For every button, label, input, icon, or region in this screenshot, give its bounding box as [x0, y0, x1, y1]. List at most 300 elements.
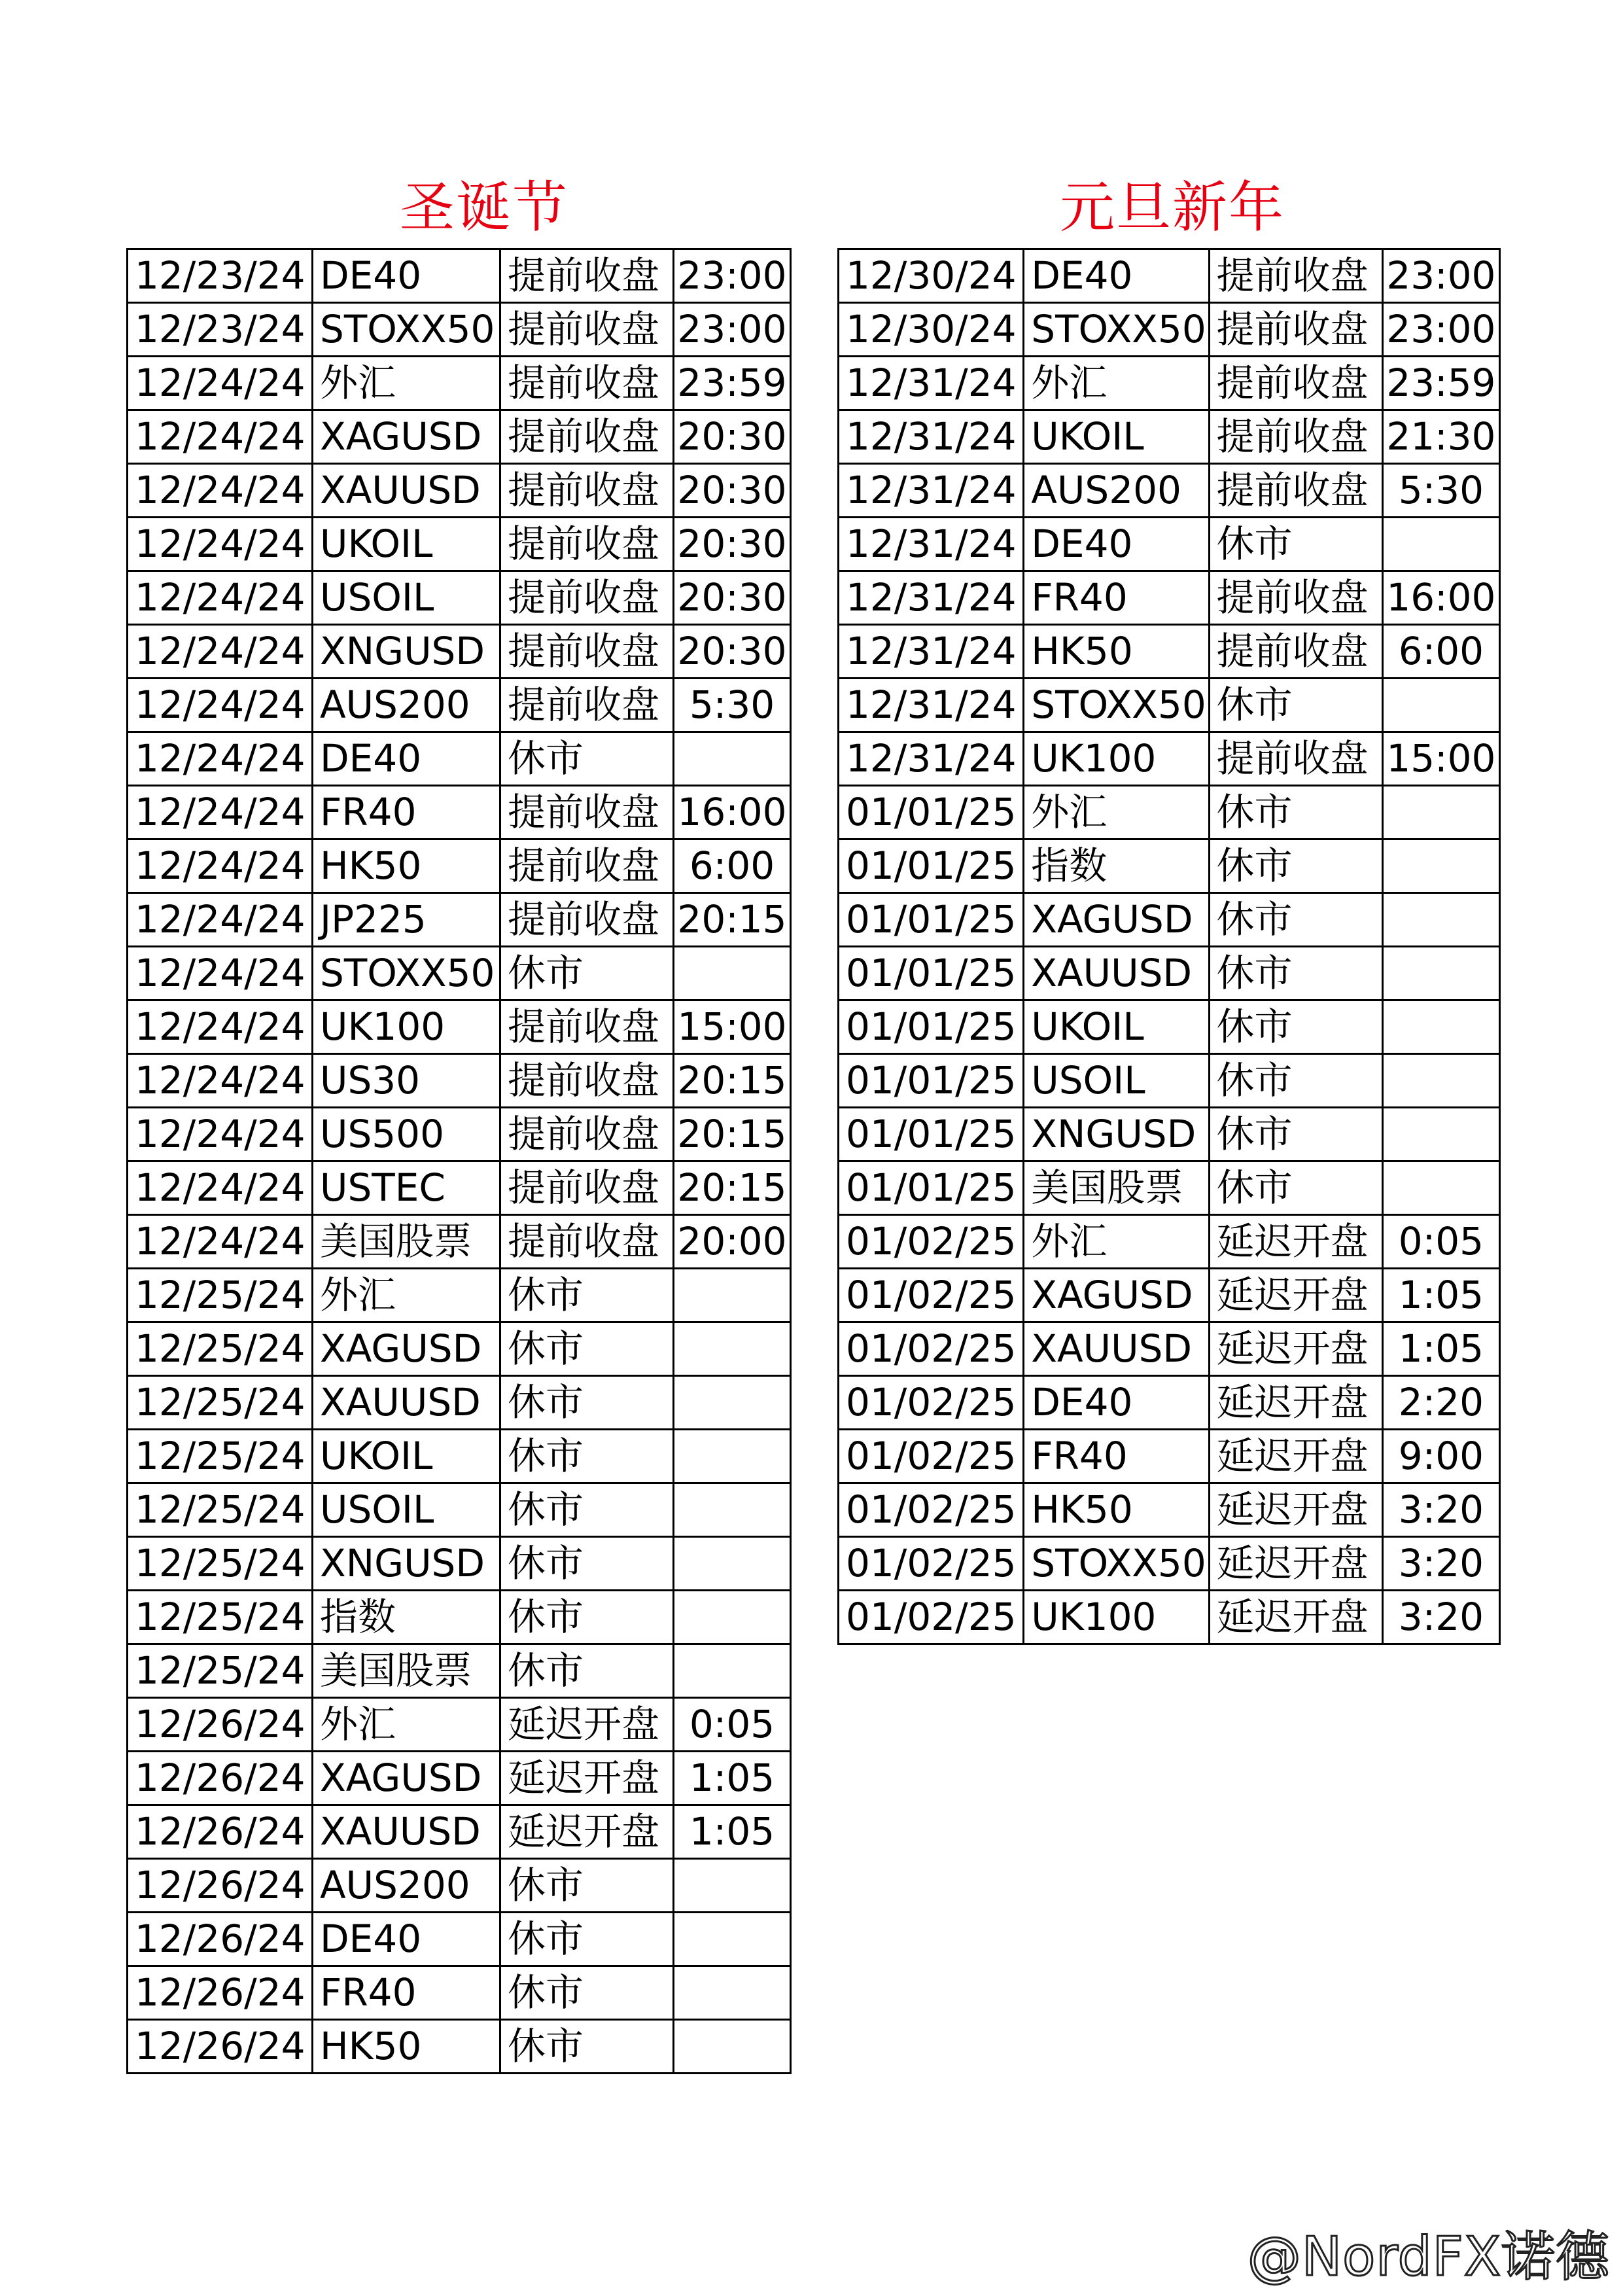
date-cell: 12/24/24	[128, 464, 313, 518]
date-cell: 12/25/24	[128, 1322, 313, 1376]
time-cell	[674, 732, 791, 786]
status-cell: 延迟开盘	[1209, 1483, 1382, 1537]
date-cell: 01/02/25	[839, 1430, 1024, 1483]
time-cell	[1382, 679, 1499, 732]
date-cell: 12/24/24	[128, 1000, 313, 1054]
symbol-cell: UKOIL	[1024, 1000, 1209, 1054]
symbol-cell: 外汇	[313, 1269, 500, 1322]
date-cell: 01/01/25	[839, 1054, 1024, 1108]
time-cell	[1382, 1108, 1499, 1161]
table-row	[128, 1966, 791, 2020]
symbol-cell: UK100	[1024, 1591, 1209, 1644]
time-cell: 23:00	[674, 303, 791, 357]
table-row	[128, 1591, 791, 1644]
symbol-cell: FR40	[1024, 571, 1209, 625]
status-cell: 延迟开盘	[1209, 1430, 1382, 1483]
status-cell: 提前收盘	[1209, 303, 1382, 357]
status-cell: 提前收盘	[500, 625, 674, 679]
status-cell: 延迟开盘	[1209, 1215, 1382, 1269]
date-cell: 12/24/24	[128, 786, 313, 839]
symbol-cell: STOXX50	[313, 947, 500, 1000]
status-cell: 休市	[500, 1591, 674, 1644]
status-cell: 提前收盘	[500, 357, 674, 410]
table-row	[128, 303, 791, 357]
time-cell: 6:00	[674, 839, 791, 893]
date-cell: 01/01/25	[839, 839, 1024, 893]
status-cell: 休市	[1209, 1161, 1382, 1215]
status-cell: 提前收盘	[500, 1161, 674, 1215]
symbol-cell: XAUUSD	[313, 464, 500, 518]
status-cell: 提前收盘	[500, 464, 674, 518]
table-row	[128, 1913, 791, 1966]
date-cell: 12/26/24	[128, 1805, 313, 1859]
time-cell: 20:30	[674, 518, 791, 571]
time-cell: 23:59	[1382, 357, 1499, 410]
new-year-section	[837, 167, 1501, 1645]
time-cell: 20:15	[674, 1108, 791, 1161]
status-cell: 延迟开盘	[500, 1752, 674, 1805]
status-cell: 休市	[1209, 1000, 1382, 1054]
symbol-cell: XAUUSD	[1024, 1322, 1209, 1376]
time-cell: 20:15	[674, 1161, 791, 1215]
symbol-cell: UKOIL	[1024, 410, 1209, 464]
table-row	[128, 786, 791, 839]
table-row	[128, 1430, 791, 1483]
status-cell: 提前收盘	[500, 518, 674, 571]
table-row	[839, 1161, 1500, 1215]
table-row	[128, 1859, 791, 1913]
table-row	[128, 1752, 791, 1805]
symbol-cell: USTEC	[313, 1161, 500, 1215]
table-row	[128, 1269, 791, 1322]
time-cell: 20:15	[674, 1054, 791, 1108]
time-cell: 1:05	[674, 1752, 791, 1805]
status-cell: 提前收盘	[500, 1000, 674, 1054]
symbol-cell: UK100	[313, 1000, 500, 1054]
date-cell: 12/30/24	[839, 249, 1024, 303]
table-row	[839, 1537, 1500, 1591]
date-cell: 12/24/24	[128, 357, 313, 410]
status-cell: 休市	[500, 1376, 674, 1430]
table-row	[128, 1644, 791, 1698]
time-cell: 21:30	[1382, 410, 1499, 464]
time-cell	[1382, 1161, 1499, 1215]
status-cell: 提前收盘	[1209, 464, 1382, 518]
symbol-cell: STOXX50	[1024, 1537, 1209, 1591]
time-cell	[674, 947, 791, 1000]
date-cell: 12/25/24	[128, 1376, 313, 1430]
table-row	[839, 786, 1500, 839]
time-cell	[1382, 518, 1499, 571]
table-row	[839, 679, 1500, 732]
table-row	[839, 1591, 1500, 1644]
date-cell: 12/31/24	[839, 410, 1024, 464]
date-cell: 12/31/24	[839, 679, 1024, 732]
status-cell: 休市	[500, 2020, 674, 2074]
table-row	[128, 839, 791, 893]
table-row	[839, 410, 1500, 464]
table-row	[128, 1054, 791, 1108]
date-cell: 01/01/25	[839, 893, 1024, 947]
time-cell	[674, 1430, 791, 1483]
table-row	[128, 410, 791, 464]
time-cell: 20:30	[674, 625, 791, 679]
date-cell: 01/02/25	[839, 1537, 1024, 1591]
time-cell	[1382, 1000, 1499, 1054]
status-cell: 休市	[500, 1644, 674, 1698]
status-cell: 提前收盘	[500, 249, 674, 303]
time-cell	[1382, 893, 1499, 947]
symbol-cell: XNGUSD	[1024, 1108, 1209, 1161]
time-cell: 16:00	[674, 786, 791, 839]
symbol-cell: XNGUSD	[313, 625, 500, 679]
status-cell: 提前收盘	[500, 839, 674, 893]
symbol-cell: DE40	[313, 732, 500, 786]
time-cell	[674, 1537, 791, 1591]
date-cell: 12/25/24	[128, 1644, 313, 1698]
symbol-cell: 外汇	[1024, 1215, 1209, 1269]
new-year-schedule-table	[837, 248, 1501, 1645]
table-row	[128, 2020, 791, 2074]
symbol-cell: DE40	[1024, 518, 1209, 571]
status-cell: 休市	[1209, 1108, 1382, 1161]
date-cell: 12/31/24	[839, 518, 1024, 571]
status-cell: 延迟开盘	[1209, 1322, 1382, 1376]
status-cell: 提前收盘	[500, 1054, 674, 1108]
status-cell: 休市	[1209, 786, 1382, 839]
new-year-title: 元旦新年	[1059, 175, 1285, 239]
table-row	[128, 1161, 791, 1215]
time-cell: 20:00	[674, 1215, 791, 1269]
symbol-cell: XAUUSD	[313, 1376, 500, 1430]
table-row	[839, 947, 1500, 1000]
table-row	[839, 357, 1500, 410]
table-row	[839, 249, 1500, 303]
table-row	[128, 893, 791, 947]
christmas-schedule-table	[126, 248, 792, 2074]
date-cell: 01/01/25	[839, 1000, 1024, 1054]
time-cell: 20:30	[674, 571, 791, 625]
date-cell: 12/24/24	[128, 1161, 313, 1215]
table-row	[839, 571, 1500, 625]
time-cell	[674, 1591, 791, 1644]
date-cell: 12/31/24	[839, 464, 1024, 518]
time-cell: 23:00	[1382, 249, 1499, 303]
date-cell: 12/24/24	[128, 679, 313, 732]
status-cell: 休市	[500, 1859, 674, 1913]
time-cell: 9:00	[1382, 1430, 1499, 1483]
symbol-cell: JP225	[313, 893, 500, 947]
symbol-cell: FR40	[313, 1966, 500, 2020]
status-cell: 休市	[500, 1966, 674, 2020]
symbol-cell: HK50	[1024, 625, 1209, 679]
table-row	[128, 571, 791, 625]
date-cell: 01/02/25	[839, 1269, 1024, 1322]
status-cell: 提前收盘	[500, 786, 674, 839]
symbol-cell: STOXX50	[313, 303, 500, 357]
date-cell: 01/02/25	[839, 1483, 1024, 1537]
status-cell: 休市	[500, 1430, 674, 1483]
symbol-cell: 美国股票	[313, 1215, 500, 1269]
symbol-cell: XAGUSD	[1024, 1269, 1209, 1322]
date-cell: 12/23/24	[128, 303, 313, 357]
symbol-cell: USOIL	[1024, 1054, 1209, 1108]
date-cell: 01/02/25	[839, 1376, 1024, 1430]
christmas-title: 圣诞节	[399, 175, 568, 239]
symbol-cell: 指数	[1024, 839, 1209, 893]
status-cell: 提前收盘	[1209, 249, 1382, 303]
table-row	[128, 1000, 791, 1054]
christmas-section	[126, 167, 790, 2074]
symbol-cell: US30	[313, 1054, 500, 1108]
table-row	[128, 518, 791, 571]
symbol-cell: HK50	[313, 839, 500, 893]
status-cell: 提前收盘	[1209, 732, 1382, 786]
table-row	[128, 947, 791, 1000]
time-cell: 5:30	[674, 679, 791, 732]
symbol-cell: FR40	[313, 786, 500, 839]
status-cell: 延迟开盘	[1209, 1376, 1382, 1430]
table-row	[839, 1430, 1500, 1483]
date-cell: 12/24/24	[128, 625, 313, 679]
symbol-cell: USOIL	[313, 1483, 500, 1537]
symbol-cell: UKOIL	[313, 518, 500, 571]
table-row	[128, 1805, 791, 1859]
time-cell	[674, 1966, 791, 2020]
watermark: @NordFX诺德	[1247, 2226, 1610, 2288]
time-cell: 0:05	[1382, 1215, 1499, 1269]
symbol-cell: AUS200	[1024, 464, 1209, 518]
time-cell	[674, 2020, 791, 2074]
table-row	[839, 464, 1500, 518]
table-row	[128, 1376, 791, 1430]
date-cell: 12/24/24	[128, 1054, 313, 1108]
symbol-cell: XAUUSD	[1024, 947, 1209, 1000]
status-cell: 提前收盘	[500, 1108, 674, 1161]
status-cell: 休市	[1209, 1054, 1382, 1108]
symbol-cell: 外汇	[313, 357, 500, 410]
symbol-cell: XAGUSD	[313, 1752, 500, 1805]
table-row	[128, 732, 791, 786]
time-cell: 3:20	[1382, 1591, 1499, 1644]
time-cell: 2:20	[1382, 1376, 1499, 1430]
table-row	[839, 625, 1500, 679]
date-cell: 12/26/24	[128, 1859, 313, 1913]
table-row	[839, 732, 1500, 786]
time-cell: 0:05	[674, 1698, 791, 1752]
status-cell: 休市	[500, 1537, 674, 1591]
date-cell: 12/24/24	[128, 893, 313, 947]
date-cell: 12/25/24	[128, 1591, 313, 1644]
date-cell: 12/24/24	[128, 518, 313, 571]
table-row	[839, 1376, 1500, 1430]
status-cell: 提前收盘	[1209, 571, 1382, 625]
date-cell: 12/24/24	[128, 839, 313, 893]
date-cell: 12/30/24	[839, 303, 1024, 357]
symbol-cell: 外汇	[1024, 357, 1209, 410]
time-cell: 20:15	[674, 893, 791, 947]
date-cell: 12/26/24	[128, 1913, 313, 1966]
symbol-cell: XAGUSD	[313, 410, 500, 464]
status-cell: 休市	[1209, 839, 1382, 893]
date-cell: 01/01/25	[839, 947, 1024, 1000]
status-cell: 提前收盘	[1209, 410, 1382, 464]
time-cell: 15:00	[674, 1000, 791, 1054]
table-row	[839, 1322, 1500, 1376]
date-cell: 12/23/24	[128, 249, 313, 303]
date-cell: 12/25/24	[128, 1430, 313, 1483]
table-row	[839, 518, 1500, 571]
time-cell: 23:00	[674, 249, 791, 303]
symbol-cell: HK50	[313, 2020, 500, 2074]
date-cell: 01/02/25	[839, 1322, 1024, 1376]
time-cell: 16:00	[1382, 571, 1499, 625]
time-cell: 1:05	[674, 1805, 791, 1859]
time-cell	[1382, 1054, 1499, 1108]
date-cell: 01/01/25	[839, 1108, 1024, 1161]
table-row	[128, 357, 791, 410]
time-cell	[1382, 786, 1499, 839]
time-cell: 15:00	[1382, 732, 1499, 786]
date-cell: 12/25/24	[128, 1537, 313, 1591]
date-cell: 01/01/25	[839, 1161, 1024, 1215]
date-cell: 12/24/24	[128, 947, 313, 1000]
date-cell: 12/26/24	[128, 1966, 313, 2020]
table-row	[839, 839, 1500, 893]
time-cell: 1:05	[1382, 1322, 1499, 1376]
symbol-cell: AUS200	[313, 1859, 500, 1913]
table-row	[839, 1483, 1500, 1537]
symbol-cell: 外汇	[1024, 786, 1209, 839]
time-cell	[674, 1913, 791, 1966]
symbol-cell: XNGUSD	[313, 1537, 500, 1591]
table-row	[128, 679, 791, 732]
time-cell: 5:30	[1382, 464, 1499, 518]
table-row	[128, 249, 791, 303]
symbol-cell: 外汇	[313, 1698, 500, 1752]
table-row	[839, 303, 1500, 357]
status-cell: 提前收盘	[500, 1215, 674, 1269]
status-cell: 休市	[1209, 679, 1382, 732]
new-year-table-body	[839, 249, 1500, 1644]
table-row	[839, 1054, 1500, 1108]
time-cell	[674, 1269, 791, 1322]
status-cell: 延迟开盘	[1209, 1537, 1382, 1591]
date-cell: 12/24/24	[128, 1215, 313, 1269]
table-row	[128, 1322, 791, 1376]
date-cell: 12/26/24	[128, 1698, 313, 1752]
status-cell: 提前收盘	[500, 893, 674, 947]
status-cell: 休市	[500, 732, 674, 786]
symbol-cell: DE40	[1024, 249, 1209, 303]
table-row	[128, 464, 791, 518]
symbol-cell: XAGUSD	[313, 1322, 500, 1376]
time-cell	[674, 1644, 791, 1698]
time-cell: 1:05	[1382, 1269, 1499, 1322]
status-cell: 休市	[1209, 947, 1382, 1000]
table-row	[839, 1215, 1500, 1269]
table-row	[128, 625, 791, 679]
symbol-cell: STOXX50	[1024, 303, 1209, 357]
symbol-cell: US500	[313, 1108, 500, 1161]
symbol-cell: DE40	[1024, 1376, 1209, 1430]
time-cell: 20:30	[674, 464, 791, 518]
date-cell: 12/24/24	[128, 410, 313, 464]
date-cell: 12/24/24	[128, 571, 313, 625]
table-row	[839, 1269, 1500, 1322]
date-cell: 12/31/24	[839, 625, 1024, 679]
status-cell: 休市	[500, 1269, 674, 1322]
time-cell: 23:59	[674, 357, 791, 410]
date-cell: 12/31/24	[839, 571, 1024, 625]
status-cell: 提前收盘	[500, 303, 674, 357]
date-cell: 01/01/25	[839, 786, 1024, 839]
status-cell: 休市	[500, 1913, 674, 1966]
symbol-cell: XAGUSD	[1024, 893, 1209, 947]
status-cell: 休市	[500, 1322, 674, 1376]
time-cell	[674, 1483, 791, 1537]
status-cell: 提前收盘	[1209, 357, 1382, 410]
date-cell: 12/24/24	[128, 732, 313, 786]
symbol-cell: 美国股票	[1024, 1161, 1209, 1215]
date-cell: 01/02/25	[839, 1591, 1024, 1644]
symbol-cell: USOIL	[313, 571, 500, 625]
status-cell: 休市	[1209, 893, 1382, 947]
date-cell: 12/26/24	[128, 2020, 313, 2074]
time-cell	[674, 1859, 791, 1913]
time-cell	[674, 1322, 791, 1376]
symbol-cell: XAUUSD	[313, 1805, 500, 1859]
status-cell: 提前收盘	[500, 679, 674, 732]
status-cell: 休市	[1209, 518, 1382, 571]
table-row	[128, 1215, 791, 1269]
status-cell: 休市	[500, 1483, 674, 1537]
symbol-cell: UK100	[1024, 732, 1209, 786]
time-cell: 20:30	[674, 410, 791, 464]
status-cell: 延迟开盘	[500, 1805, 674, 1859]
date-cell: 12/31/24	[839, 732, 1024, 786]
table-row	[839, 1108, 1500, 1161]
status-cell: 提前收盘	[1209, 625, 1382, 679]
time-cell	[1382, 839, 1499, 893]
time-cell	[1382, 947, 1499, 1000]
symbol-cell: 美国股票	[313, 1644, 500, 1698]
date-cell: 12/25/24	[128, 1483, 313, 1537]
time-cell: 3:20	[1382, 1537, 1499, 1591]
table-row	[128, 1483, 791, 1537]
date-cell: 12/25/24	[128, 1269, 313, 1322]
status-cell: 休市	[500, 947, 674, 1000]
table-row	[128, 1698, 791, 1752]
status-cell: 延迟开盘	[1209, 1269, 1382, 1322]
time-cell: 3:20	[1382, 1483, 1499, 1537]
date-cell: 01/02/25	[839, 1215, 1024, 1269]
symbol-cell: DE40	[313, 1913, 500, 1966]
symbol-cell: 指数	[313, 1591, 500, 1644]
status-cell: 延迟开盘	[1209, 1591, 1382, 1644]
date-cell: 12/24/24	[128, 1108, 313, 1161]
date-cell: 12/31/24	[839, 357, 1024, 410]
status-cell: 提前收盘	[500, 410, 674, 464]
symbol-cell: STOXX50	[1024, 679, 1209, 732]
table-row	[128, 1108, 791, 1161]
table-row	[128, 1537, 791, 1591]
symbol-cell: DE40	[313, 249, 500, 303]
time-cell	[674, 1376, 791, 1430]
table-row	[839, 1000, 1500, 1054]
symbol-cell: HK50	[1024, 1483, 1209, 1537]
symbol-cell: AUS200	[313, 679, 500, 732]
